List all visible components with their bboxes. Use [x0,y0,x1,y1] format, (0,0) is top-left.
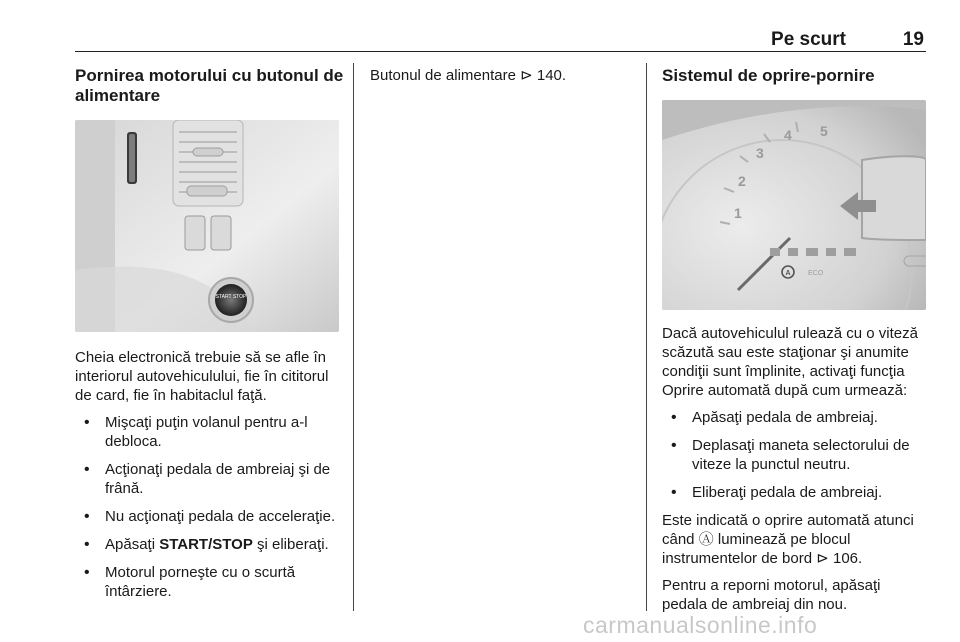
auto-stop-steps-list [662,408,928,502]
start-stop-button-label: START STOP [215,294,247,300]
autostop-icon: Ⓐ [698,531,714,548]
heading-stop-start: Sistemul de oprire-pornire [662,66,875,85]
column-divider-left [353,63,354,611]
list-item: • Apăsaţi pedala de ambreiaj. [662,408,928,427]
paragraph-auto-stop-conditions: Dacă autovehiculul rulează cu o viteză scăzută sau este staţionar şi anumite condiţii sunt împlinite, activaţi funcţia Oprire automată după cum urmează: [662,325,918,399]
heading-start-engine: Pornirea motorului cu butonul de alimentare [75,66,344,105]
gauge-number: 3 [756,145,764,161]
reference-text: Butonul de alimentare [370,67,516,84]
column-stop-start-system [662,66,928,622]
column-start-engine [75,66,345,610]
start-steps-list [75,413,345,601]
gauge-number: 5 [820,123,828,139]
list-item: • Acţionaţi pedala de ambreiaj şi de frână. [75,460,345,498]
gauge-number: 2 [738,173,746,189]
power-button-reference [370,66,630,85]
svg-text:A: A [785,270,791,277]
column-divider-right [646,63,647,611]
list-item: • Nu acţionaţi pedala de acceleraţie. [75,507,345,526]
list-item: • Deplasaţi maneta selectorului de viteze la punctul neutru. [662,436,928,474]
column-power-button [370,66,630,93]
list-item-text: şi eliberaţi. [252,536,329,553]
paragraph-auto-stop-indicator [662,511,928,568]
start-stop-button-photo [75,120,339,332]
section-title: Pe scurt [771,29,846,50]
page-ref-link[interactable]: 106. [833,550,863,567]
page-number: 19 [902,29,924,50]
paragraph-text: Este indicată o oprire automată atunci când [662,512,914,548]
list-item: • Eliberaţi pedala de ambreiaj. [662,483,928,502]
start-stop-term: START/STOP [159,536,253,553]
gauge-number: 4 [784,127,792,143]
page-ref-icon: ⊳ [520,67,533,84]
watermark: carmanualsonline.info [583,612,818,638]
paragraph-restart: Pentru a reporni motorul, apăsaţi pedala de ambreiaj din nou. [662,577,881,613]
gauge-number: 1 [734,205,742,221]
page-ref-link[interactable]: 140. [536,67,567,84]
gauge-eco-label: ECO [808,270,824,277]
page-header [75,29,926,52]
paragraph-text: luminează pe blocul instrumentelor de bord [662,531,851,567]
list-item: • Motorul porneşte cu o scurtă întârziere. [75,563,345,601]
list-item [75,535,345,554]
page-ref-icon: ⊳ [816,550,829,567]
paragraph-key-location: Cheia electronică trebuie să se afle în interiorul autovehiculului, fie în cititorul de card, fie în habitaclul faţă. [75,349,329,404]
instrument-cluster-photo [662,100,926,310]
list-item-text: Apăsaţi [105,536,160,553]
list-item: • Mişcaţi puţin volanul pentru a-l debloca. [75,413,345,451]
